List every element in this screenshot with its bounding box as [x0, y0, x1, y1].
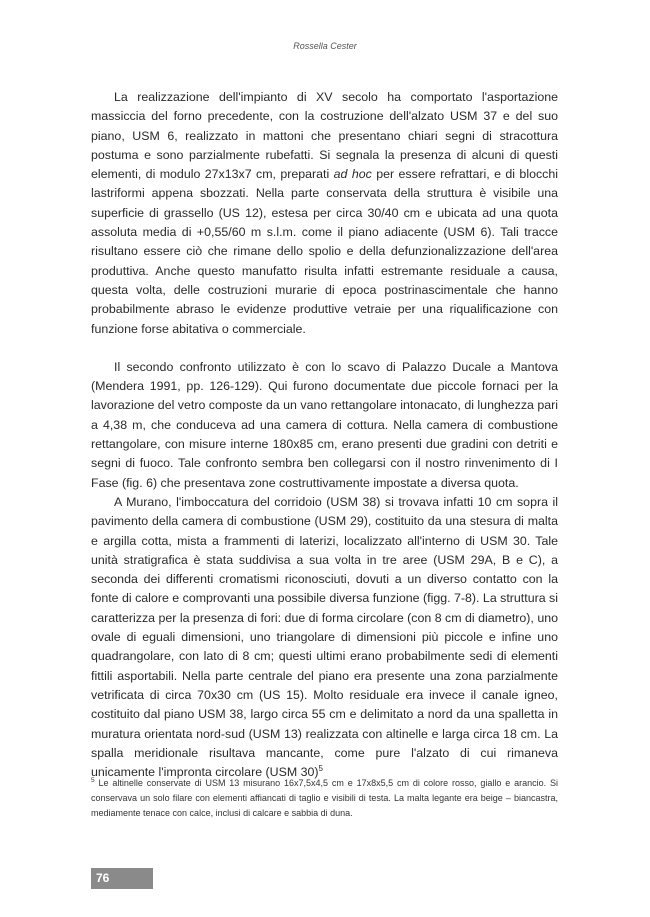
- body-text: [91, 88, 558, 782]
- paragraph-text: Il secondo confronto utilizzato è con lo scavo di Palazzo Ducale a Mantova (Mendera 1991, pp. 126-129). Qui furono documentate due piccole fornaci per la lavorazione del vetro composte da un vano rettangolare intonacato, di lunghezza pari a 4,38 m, che conduceva ad una camera di cottura. Nella camera di combustione rettangolare, con misure interne 180x85 cm, erano presenti due gradini con detriti e segni di fuoco. Tale confronto sembra ben collegarsi con il nostro rinvenimento di I Fase (fig. 6) che presentava zone costruttivamente impostate a diversa quota.: [91, 359, 559, 490]
- footnote: [91, 776, 558, 821]
- italic-text: ad hoc: [333, 167, 372, 182]
- footnote-reference: 5: [318, 763, 323, 773]
- body-paragraph: [91, 358, 558, 493]
- paragraph-text: La realizzazione dell'impianto di XV secolo ha comportato l'asportazione massiccia del forno precedente, con la costruzione dell'alzato USM 37 e del suo piano, USM 6, realizzato in mattoni che presentano chiari segni di stracottura postuma e sono parzialmente rubefatti. Si segnala la presenza di alcuni di questi elementi, di modulo 27x13x7 cm, preparati: [91, 90, 558, 182]
- page-number: 76: [91, 868, 153, 889]
- paragraph-text: per essere refrattari, e di blocchi lastriformi appena sbozzati. Nella parte conservata della struttura è visibile una superficie di grassello (US 12), estesa per circa 30/40 cm e ubicata ad una quota assoluta media di +0,55/60 m s.l.m. come il piano adiacente (USM 6). Tali tracce risultano essere ciò che rimane dello spolio e della defunzionalizzazione dell'area produttiva. Anche questo manufatto risulta infatti estremante residuale a causa, questa volta, delle costruzioni murarie di epoca postrinascimentale che hanno probabilmente abraso le evidenze produttive vetraie per una riqualificazione con funzione forse abitativa o commerciale.: [91, 167, 558, 336]
- footnote-marker: 5: [91, 777, 95, 784]
- body-paragraph: [91, 493, 558, 782]
- footnote-text: Le altinelle conservate di USM 13 misurano 16x7,5x4,5 cm e 17x8x5,5 cm di colore rosso, giallo e arancio. Si conservava un solo filare con elementi affiancati di taglio e visibili di testa. La malta legante era beige – biancastra, mediamente tenace con calce, inclusi di calcare e sabbia di duna.: [91, 778, 558, 818]
- paragraph-text: A Murano, l'imboccatura del corridoio (USM 38) si trovava infatti 10 cm sopra il pavimento della camera di combustione (USM 29), costituito da una stesura di malta e argilla cotta, mista a frammenti di laterizi, localizzato all'interno di USM 30. Tale unità stratigrafica è stata suddivisa a sua volta in tre aree (USM 29A, B e C), a seconda dei differenti cromatismi riconosciuti, dovuti a un diverso contatto con la fonte di calore e comprovanti una possibile diversa funzione (figg. 7-8). La struttura si caratterizza per la presenza di fori: due di forma circolare (con 8 cm di diametro), uno ovale di eguali dimensioni, uno triangolare di dimensioni più piccole e infine uno quadrangolare, con lato di 8 cm; questi ultimi erano probabilmente sedi di elementi fittili asportabili. Nella parte centrale del piano era presente una zona parzialmente vetrificata di circa 70x30 cm (US 15). Molto residuale era invece il canale igneo, costituito dal piano USM 38, largo circa 55 cm e delimitato a nord da una spalletta in muratura orientata nord-sud (USM 13) realizzata con altinelle e larga circa 18 cm. La spalla meridionale risultava mancante, come pure l'alzato di cui rimaneva unicamente l'impronta circolare (USM 30): [91, 494, 558, 780]
- body-paragraph: [91, 88, 558, 339]
- running-head: Rossella Cester: [293, 41, 357, 51]
